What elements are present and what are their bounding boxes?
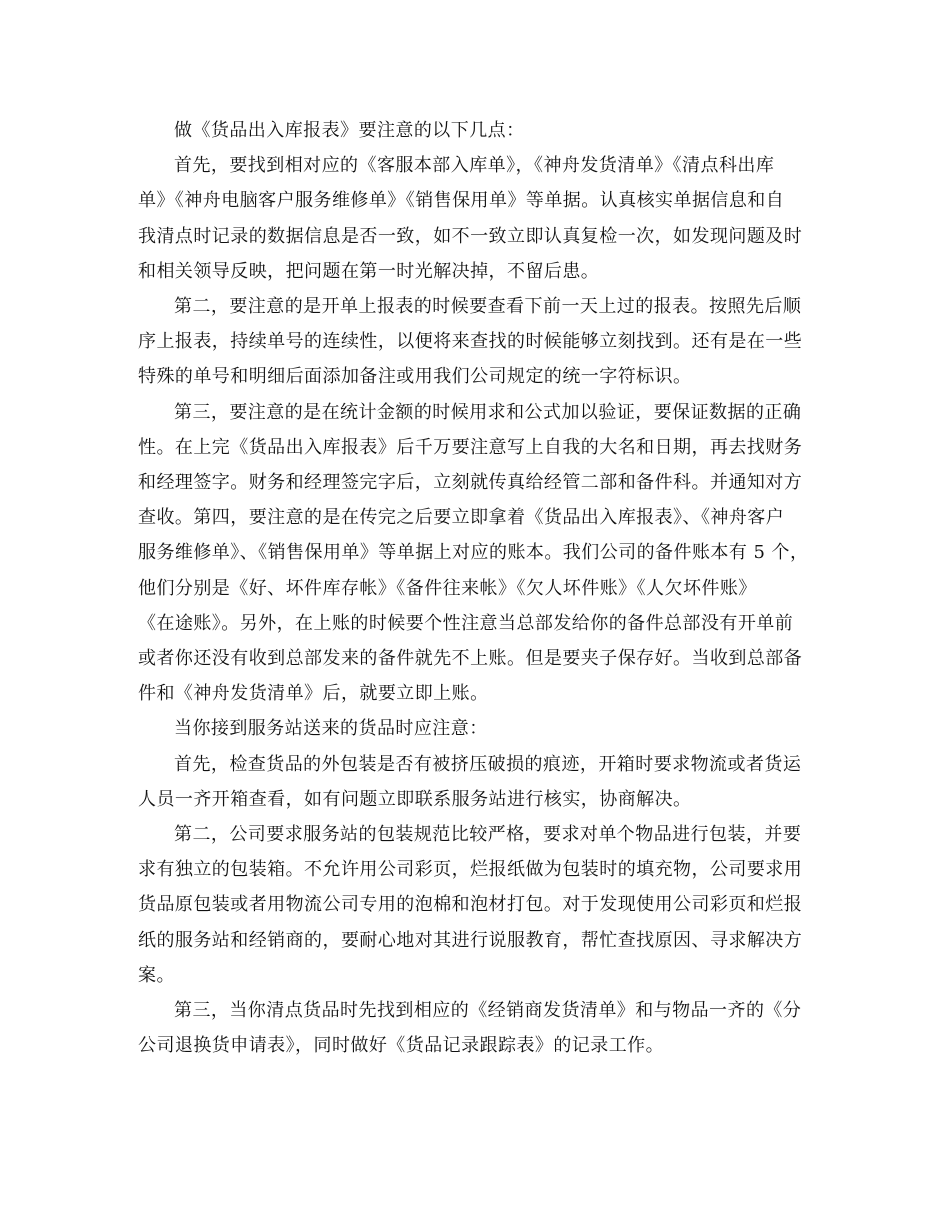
- text-line: 性。在上完《货品出入库报表》后千万要注意写上自我的大名和日期，再去找财务: [138, 436, 803, 458]
- text-line: 《在途账》。另外，在上账的时候要个性注意当总部发给你的备件总部没有开单前: [138, 612, 794, 634]
- text-line: 纸的服务站和经销商的，要耐心地对其进行说服教育，帮忙查找原因、寻求解决方: [138, 929, 803, 951]
- paragraph-receiving-second: [138, 817, 828, 993]
- text-line: 特殊的单号和明细后面添加备注或用我们公司规定的统一字符标识。: [138, 366, 692, 388]
- paragraph-second-point: [138, 289, 828, 395]
- text-line: 第三，要注意的是在统计金额的时候用求和公式加以验证，要保证数据的正确: [174, 401, 802, 423]
- text-line: 当你接到服务站送来的货品时应注意：: [174, 718, 488, 740]
- text-line: 首先，要找到相对应的《客服本部入库单》，《神舟发货清单》《清点科出库: [174, 155, 775, 177]
- text-line: 和相关领导反映，把问题在第一时光解决掉，不留后患。: [138, 260, 600, 282]
- text-line: 单》《神舟电脑客户服务维修单》《销售保用单》等单据。认真核实单据信息和自: [138, 190, 785, 212]
- text-line: 服务维修单》、《销售保用单》等单据上对应的账本。我们公司的备件账本有 5 个，: [138, 542, 809, 564]
- paragraph-third-point: [138, 395, 828, 712]
- text-line: 公司退换货申请表》，同时做好《货品记录跟踪表》的记录工作。: [138, 1035, 665, 1057]
- text-line: 或者你还没有收到总部发来的备件就先不上账。但是要夹子保存好。当收到总部备: [138, 648, 803, 670]
- text-line: 查收。第四，要注意的是在传完之后要立即拿着《货品出入库报表》、《神舟客户: [138, 507, 785, 529]
- text-line: 第二，要注意的是开单上报表的时候要查看下前一天上过的报表。按照先后顺: [174, 296, 802, 318]
- text-line: 他们分别是《好、坏件库存帐》《备件往来帐》《欠人坏件账》《人欠坏件账》: [138, 577, 757, 599]
- document-body: [138, 113, 828, 1063]
- text-line: 求有独立的包装箱。不允许用公司彩页，烂报纸做为包装时的填充物，公司要求用: [138, 859, 803, 881]
- paragraph-receiving-intro: [138, 711, 828, 746]
- text-line: 件和《神舟发货清单》后，就要立即上账。: [138, 683, 489, 705]
- text-line: 货品原包装或者用物流公司专用的泡棉和泡材打包。对于发现使用公司彩页和烂报: [138, 894, 803, 916]
- paragraph-first-point: [138, 148, 828, 289]
- text-line: 第二，公司要求服务站的包装规范比较严格，要求对单个物品进行包装，并要: [174, 824, 802, 846]
- text-line: 案。: [138, 964, 175, 986]
- text-line: 第三，当你清点货品时先找到相应的《经销商发货清单》和与物品一齐的《分: [174, 1000, 802, 1022]
- paragraph-intro-stock-report: [138, 113, 828, 148]
- text-line: 我清点时记录的数据信息是否一致，如不一致立即认真复检一次，如发现问题及时: [138, 225, 803, 247]
- text-line: 和经理签字。财务和经理签完字后，立刻就传真给经管二部和备件科。并通知对方: [138, 472, 803, 494]
- text-line: 做《货品出入库报表》要注意的以下几点：: [174, 120, 525, 141]
- text-line: 序上报表，持续单号的连续性，以便将来查找的时候能够立刻找到。还有是在一些: [138, 331, 803, 353]
- paragraph-receiving-first: [138, 747, 828, 817]
- text-line: 人员一齐开箱查看，如有问题立即联系服务站进行核实，协商解决。: [138, 788, 692, 810]
- paragraph-receiving-third: [138, 993, 828, 1063]
- text-line: 首先，检查货品的外包装是否有被挤压破损的痕迹，开箱时要求物流或者货运: [174, 753, 802, 775]
